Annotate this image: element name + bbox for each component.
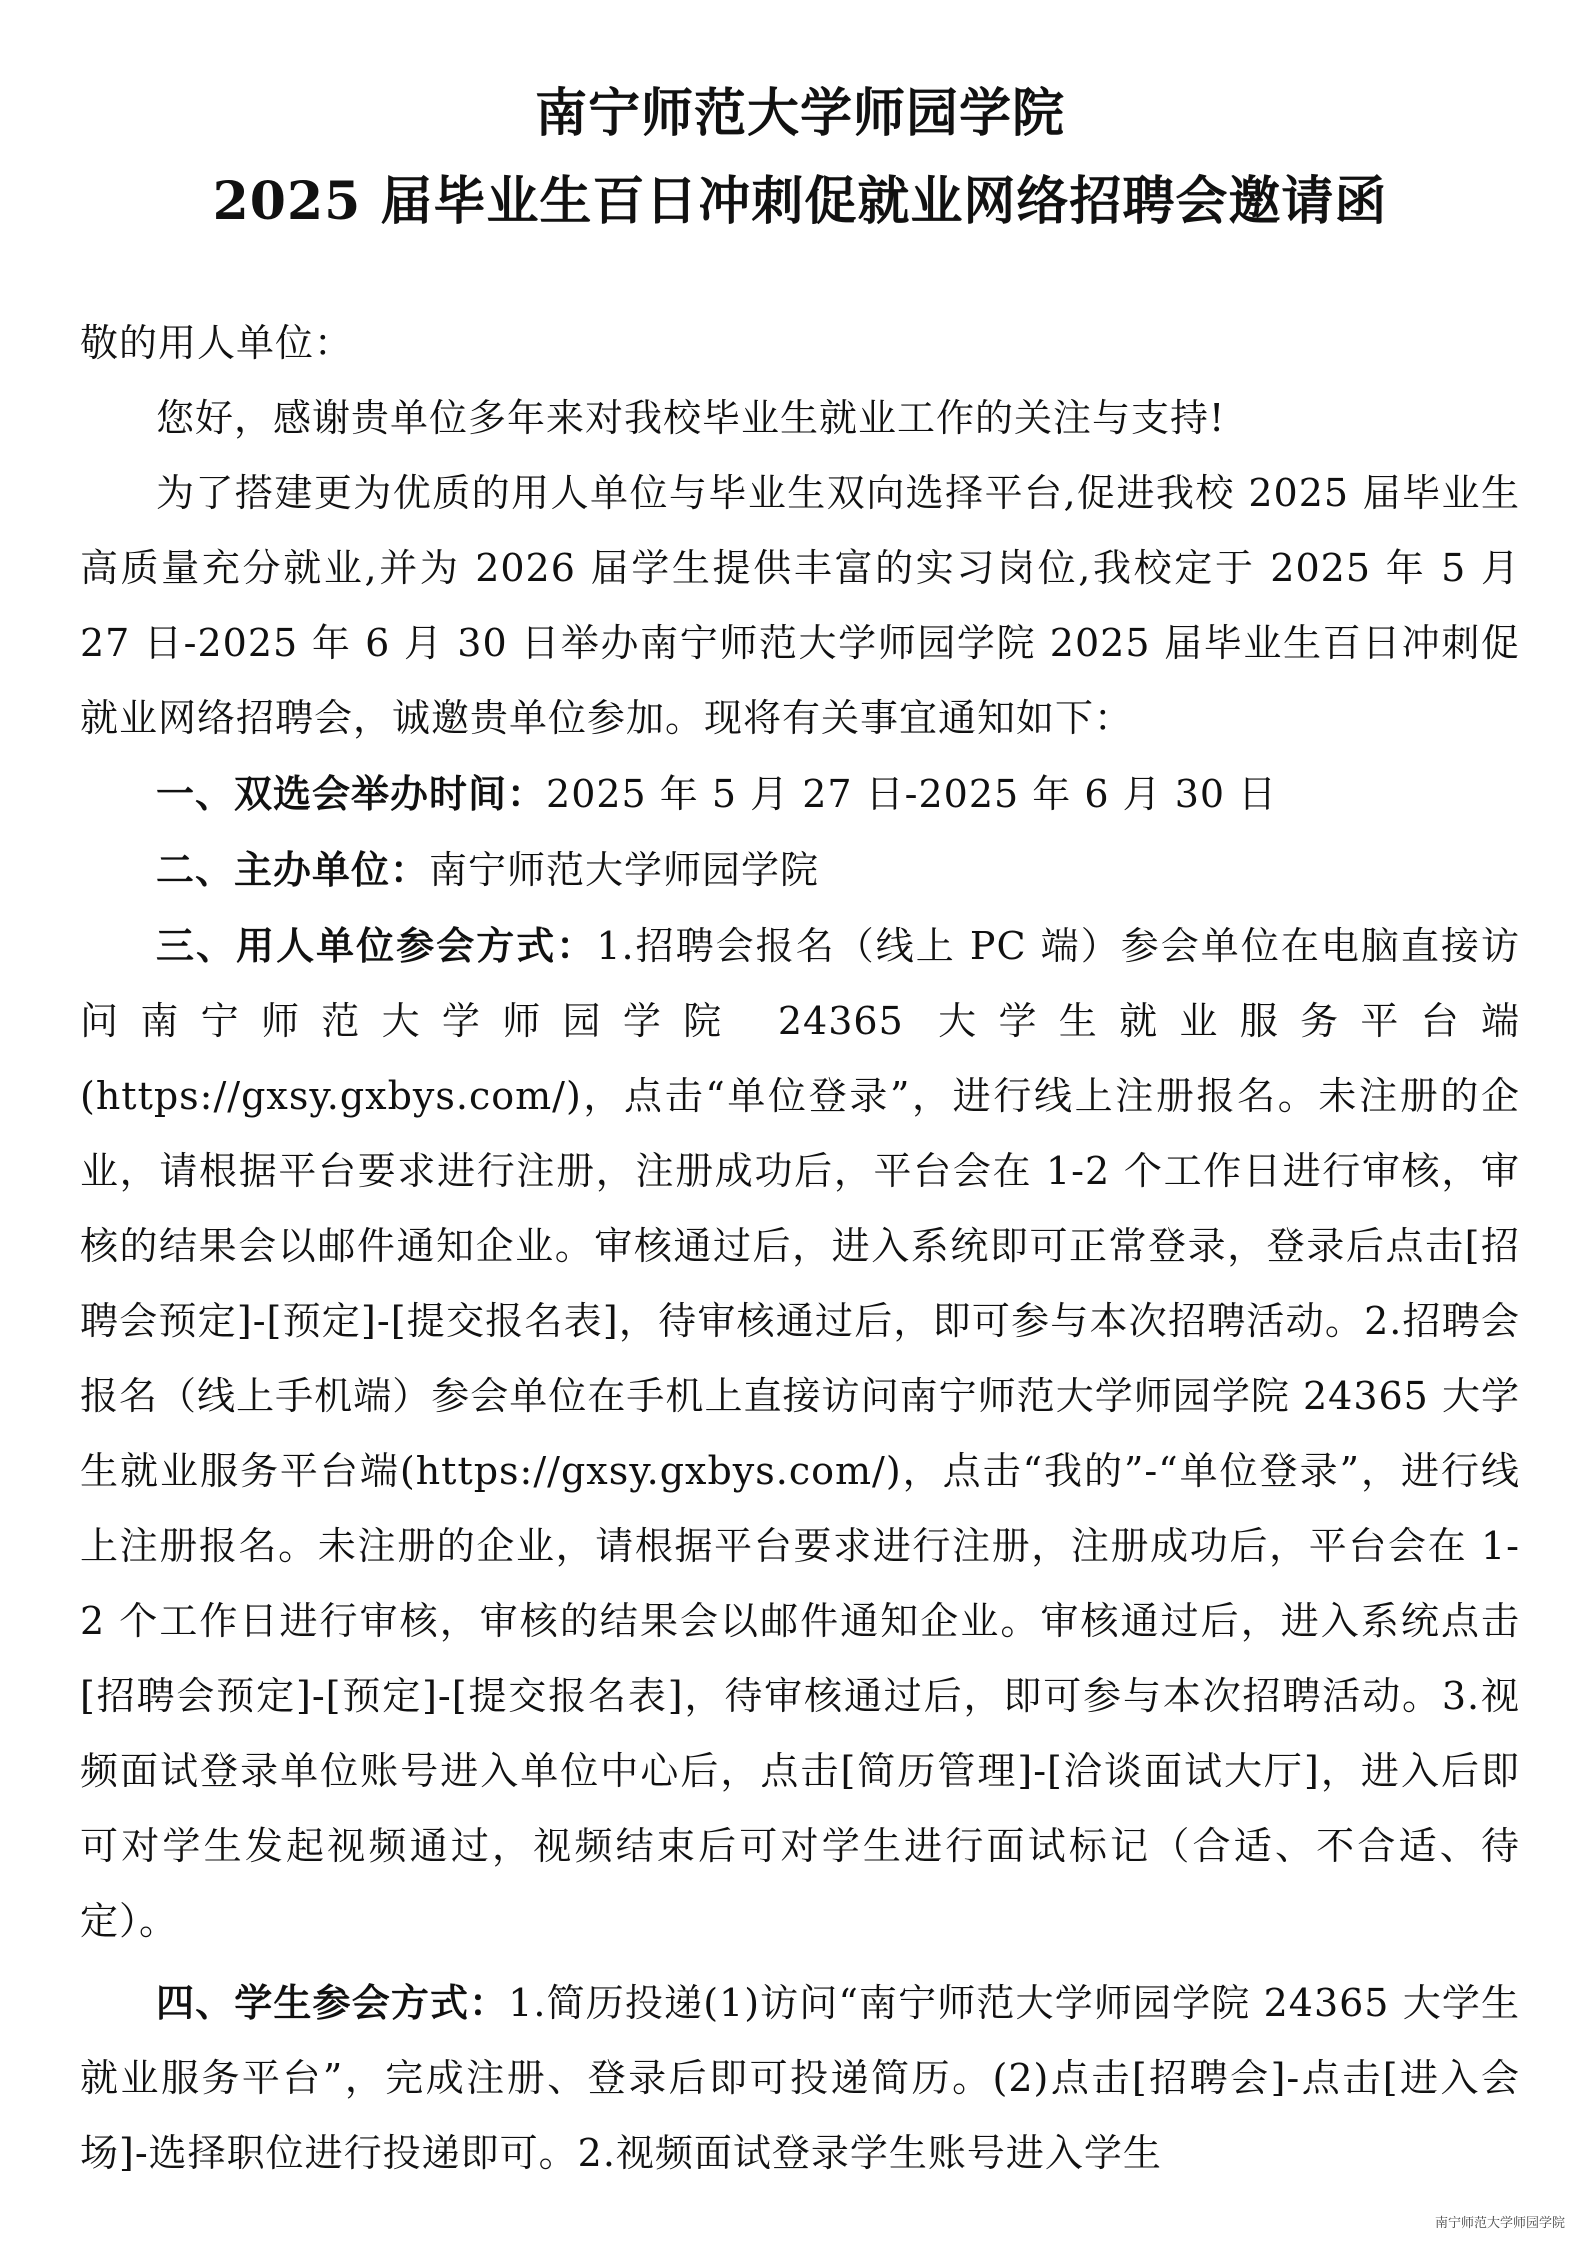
title-line-institution: 南宁师范大学师园学院: [534, 83, 1065, 144]
intro-paragraph: 为了搭建更为优质的用人单位与毕业生双向选择平台,促进我校 2025 届毕业生高质量充分就业,并为 2026 届学生提供丰富的实习岗位,我校定于 2025 年 5 月 27 日-2025 年 6 月 30 日举办南宁师范大学师园学院 2025 届毕业生百日冲刺促就业网络招聘会，诚邀贵单位参加。现将有关事宜通知如下：: [80, 471, 1520, 740]
salutation: 敬的用人单位：: [80, 321, 354, 365]
section-employer-heading: 三、用人单位参会方式：: [156, 923, 597, 968]
document-title: [80, 70, 1520, 246]
section-organizer: [80, 832, 1520, 908]
footer-watermark: 南宁师范大学师园学院: [1434, 2216, 1565, 2231]
greeting-paragraph: 您好，感谢贵单位多年来对我校毕业生就业工作的关注与支持!: [156, 396, 1226, 440]
section-time-body: 2025 年 5 月 27 日-2025 年 6 月 30 日: [546, 772, 1278, 816]
title-line-event: 2025 届毕业生百日冲刺促就业网络招聘会邀请函: [212, 171, 1388, 232]
section-organizer-body: 南宁师范大学师园学院: [429, 848, 820, 892]
document-page: [80, 70, 1520, 2191]
section-employer-participation: [80, 908, 1520, 1959]
section-student-heading: 四、学生参会方式：: [156, 1980, 509, 2025]
section-time: [80, 756, 1520, 832]
section-organizer-heading: 二、主办单位：: [156, 847, 430, 892]
section-time-heading: 一、双选会举办时间：: [156, 771, 547, 816]
document-body: [80, 306, 1520, 2191]
section-student-participation: [80, 1965, 1520, 2191]
section-student-body: 1.简历投递(1)访问“南宁师范大学师园学院 24365 大学生就业服务平台”，完成注册、登录后即可投递简历。(2)点击[招聘会]-点击[进入会场]-选择职位进行投递即可。2.视频面试登录学生账号进入学生: [80, 1981, 1520, 2175]
section-employer-body: 1.招聘会报名（线上 PC 端）参会单位在电脑直接访问南宁师范大学师园学院 24365 大学生就业服务平台端(https://gxsy.gxbys.com/)，点击“单位登录”，进行线上注册报名。未注册的企业，请根据平台要求进行注册，注册成功后，平台会在 1-2 个工作日进行审核，审核的结果会以邮件通知企业。审核通过后，进入系统即可正常登录，登录后点击[招聘会预定]-[预定]-[提交报名表]，待审核通过后，即可参与本次招聘活动。2.招聘会报名（线上手机端）参会单位在手机上直接访问南宁师范大学师园学院 24365 大学生就业服务平台端(https://gxsy.gxbys.com/)，点击“我的”-“单位登录”，进行线上注册报名。未注册的企业，请根据平台要求进行注册，注册成功后，平台会在 1-2 个工作日进行审核，审核的结果会以邮件通知企业。审核通过后，进入系统点击[招聘会预定]-[预定]-[提交报名表]，待审核通过后，即可参与本次招聘活动。3.视频面试登录单位账号进入单位中心后，点击[简历管理]-[洽谈面试大厅]，进入后即可对学生发起视频通过，视频结束后可对学生进行面试标记（合适、不合适、待定）。: [80, 924, 1520, 1943]
